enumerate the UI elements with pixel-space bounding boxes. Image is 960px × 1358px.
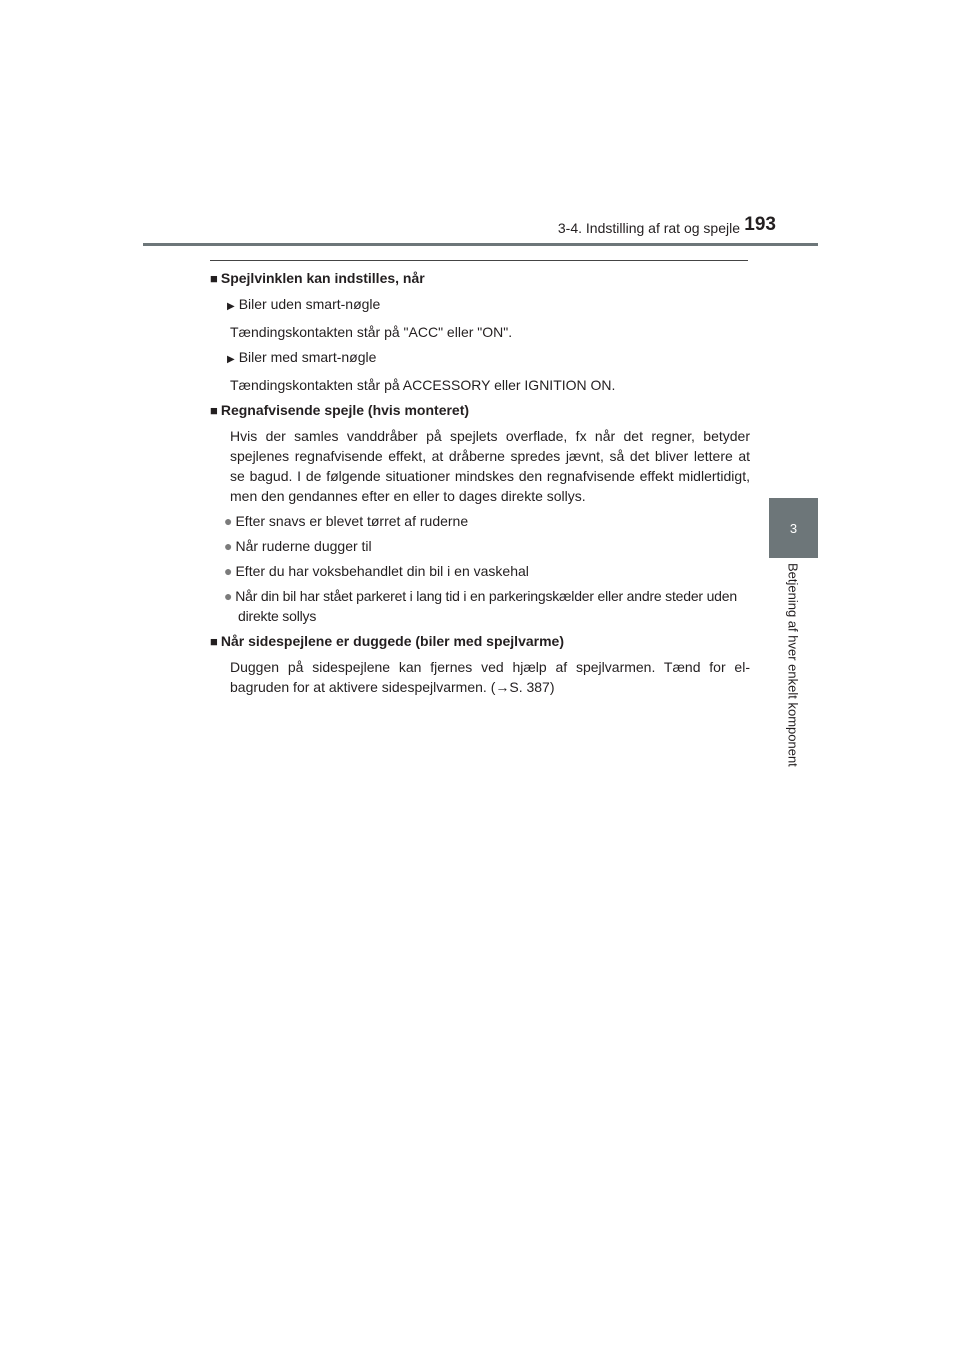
header-section-title: 3-4. Indstilling af rat og spejle bbox=[557, 220, 740, 236]
circle-bullet-icon: ● bbox=[224, 538, 233, 554]
circle-bullet-icon: ● bbox=[224, 513, 233, 529]
list-item: ● Efter du har voksbehandlet din bil i en vaskehal bbox=[224, 563, 529, 579]
chapter-title: Betjening af hver enkelt komponent bbox=[785, 563, 801, 767]
header-rule bbox=[143, 243, 818, 246]
sub-heading-text: Biler med smart-nøgle bbox=[238, 349, 377, 365]
section-heading bbox=[210, 631, 750, 652]
section-heading bbox=[210, 400, 750, 421]
square-bullet-icon: ■ bbox=[210, 403, 218, 418]
paragraph: Duggen på sidespejlene kan fjernes ved hjælp af spejlvarmen. Tænd for el-bagruden for at aktivere sidespejlvarmen. (→S. 387) bbox=[230, 659, 750, 695]
page-content bbox=[210, 268, 750, 702]
section-heading-text: Regnafvisende spejle (hvis monteret) bbox=[220, 402, 470, 418]
chapter-tab bbox=[769, 498, 818, 558]
chapter-number: 3 bbox=[789, 520, 798, 536]
paragraph: Hvis der samles vanddråber på spejlets overflade, fx når det regner, betyder spejlenes regnafvisende effekt, at dråberne spredes jævnt, så det bliver lettere at se bagud. I de følgende situationer mindskes den regnafvisende effekt midlertidigt, men den gendannes efter en eller to dages direkte sollys. bbox=[230, 428, 750, 504]
page-number: 193 bbox=[744, 214, 776, 235]
section-heading bbox=[210, 268, 750, 289]
section-heading-text: Spejlvinklen kan indstilles, når bbox=[220, 270, 425, 286]
triangle-right-icon: ▶ bbox=[227, 354, 235, 365]
sub-heading-text: Biler uden smart-nøgle bbox=[238, 296, 381, 312]
circle-bullet-icon: ● bbox=[224, 588, 233, 604]
paragraph: Tændingskontakten står på "ACC" eller "ON". bbox=[230, 324, 513, 340]
paragraph: Tændingskontakten står på ACCESSORY eller IGNITION ON. bbox=[230, 377, 616, 393]
triangle-right-icon: ▶ bbox=[227, 301, 235, 312]
section-heading-text: Når sidespejlene er duggede (biler med spejlvarme) bbox=[220, 633, 564, 649]
square-bullet-icon: ■ bbox=[210, 634, 218, 649]
list-item: ● Når ruderne dugger til bbox=[224, 538, 372, 554]
sub-heading bbox=[210, 294, 750, 317]
sub-heading bbox=[210, 347, 750, 370]
content-rule bbox=[210, 260, 748, 261]
circle-bullet-icon: ● bbox=[224, 563, 233, 579]
square-bullet-icon: ■ bbox=[210, 271, 218, 286]
list-item: ● Efter snavs er blevet tørret af ruderne bbox=[224, 513, 469, 529]
list-item: ● Når din bil har stået parkeret i lang tid i en parkeringskælder eller andre steder uden direkte sollys bbox=[224, 588, 737, 624]
